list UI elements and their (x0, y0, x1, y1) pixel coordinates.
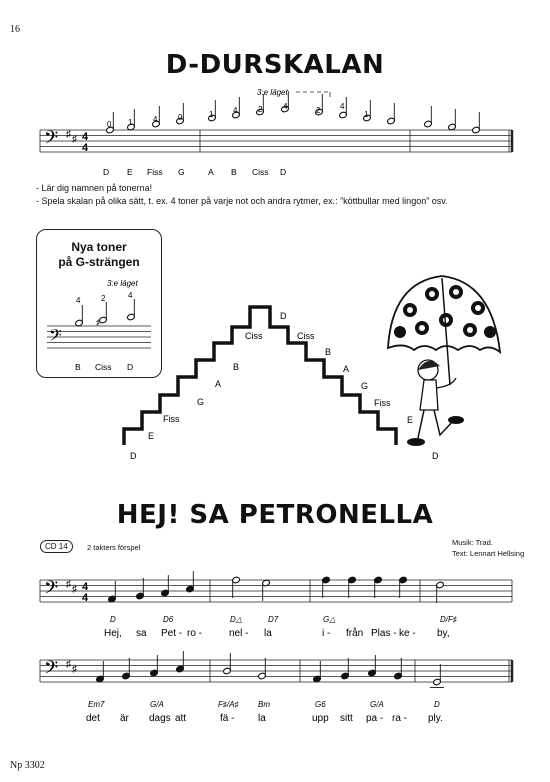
chord-symbol: G6 (315, 700, 326, 709)
note-name: B (75, 362, 81, 372)
fingering-number: 4 (340, 102, 345, 111)
note-name: Ciss (252, 167, 269, 177)
song-note (262, 579, 271, 601)
stair-label: B (325, 347, 332, 357)
song-note (176, 651, 185, 673)
staff-lines (40, 130, 512, 152)
box-position-marker: 3:e läget (107, 279, 138, 288)
stair-label: E (407, 415, 414, 425)
scale-staff (0, 85, 550, 185)
song-note (232, 576, 241, 598)
lyric-syllable: la (264, 628, 272, 639)
song-line2-chords (88, 700, 440, 709)
lyric-syllable: sitt (340, 713, 353, 724)
note-name: Fiss (147, 167, 163, 177)
note-name: D (103, 167, 110, 177)
song-title: HEJ! SA PETRONELLA (116, 500, 434, 530)
chord-symbol: D (434, 700, 440, 709)
song-note (223, 653, 232, 675)
note-name: D (280, 167, 287, 177)
fingering-number: 1 (209, 110, 214, 119)
sharp-icon: ♯ (66, 659, 71, 670)
fingering-number: 1 (128, 118, 133, 127)
scale-instructions (36, 182, 448, 208)
scale-note (472, 112, 481, 134)
chord-symbol: D6 (163, 615, 174, 624)
lyric-syllable: fä - (220, 713, 235, 724)
song-note (433, 664, 442, 686)
scale-note-names (103, 167, 286, 177)
song-note (322, 576, 331, 598)
sharp-icon: ♯ (72, 664, 77, 675)
bass-clef-icon: 𝄢 (44, 127, 59, 152)
lyric-syllable: Hej, (104, 628, 122, 639)
song-line1-chords (110, 615, 457, 624)
stair-label: A (215, 379, 222, 389)
song-staff-line2 (0, 645, 550, 730)
sharp-icon: ♯ (72, 584, 77, 595)
song-staff-line1 (0, 565, 550, 645)
lyric-syllable: la (258, 713, 266, 724)
lyric-syllable: ke - (399, 628, 416, 639)
lyric-syllable: nel - (229, 628, 249, 639)
song-note (122, 658, 131, 680)
lyric-syllable: är (120, 713, 129, 724)
note-name: A (208, 167, 214, 177)
chord-symbol: G△ (323, 615, 336, 624)
chord-symbol: D7 (268, 615, 279, 624)
fingering-number: 0 (178, 113, 183, 122)
instruction-line: - Lär dig namnen på tonerna! (36, 183, 153, 193)
chord-symbol: Bm (258, 700, 270, 709)
stair-label: G (197, 397, 205, 407)
time-sig-bottom: 4 (82, 592, 89, 604)
bass-clef-icon: 𝄢 (44, 657, 59, 682)
song-note (258, 658, 267, 680)
fingering-number: 4 (233, 106, 238, 115)
lyric-syllable: upp (312, 713, 329, 724)
intro-text: 2 takters förspel (87, 543, 141, 552)
box-title-line1: Nya toner (71, 240, 127, 254)
note-name: E (127, 167, 133, 177)
song-note (186, 571, 195, 593)
song-line1-notes (108, 571, 445, 603)
stair-label: D (130, 451, 137, 461)
credit-music: Musik: Trad. (452, 538, 493, 547)
page-number-top: 16 (10, 24, 20, 35)
lyric-syllable: Plas - (371, 628, 397, 639)
cd-track-badge: CD 14 (40, 540, 73, 553)
song-note (374, 576, 383, 598)
fingering-number: 1 (364, 110, 369, 119)
bass-clef-icon: 𝄢 (44, 577, 59, 602)
song-note (313, 661, 322, 683)
stair-label: Ciss (297, 331, 315, 341)
position-marker (257, 88, 330, 97)
lyric-syllable: dags (149, 713, 171, 724)
chord-symbol: G/A (370, 700, 384, 709)
lyric-syllable: by, (437, 628, 450, 639)
song-note (399, 576, 408, 598)
stair-label: Fiss (374, 398, 391, 408)
song-note (108, 581, 117, 603)
credit-text: Text: Lennart Hellsing (452, 549, 525, 558)
sharp-icon: ♯ (66, 129, 71, 140)
lyric-syllable: sa (136, 628, 147, 639)
position-marker-text: 3:e läget (257, 88, 288, 97)
fingering-number: 2 (101, 294, 106, 303)
chord-symbol: D/F♯ (440, 615, 457, 624)
lyric-syllable: ra - (392, 713, 407, 724)
song-line2-lyrics (86, 713, 443, 724)
scale-note (387, 103, 396, 125)
fingering-number: 4 (76, 296, 81, 305)
stair-label: Ciss (245, 331, 263, 341)
fingering-number: 2 (258, 105, 263, 114)
chord-symbol: D (110, 615, 116, 624)
fingering-number: 0 (107, 120, 112, 129)
stair-label: D (280, 311, 287, 321)
bass-clef-icon: 𝄢 (49, 327, 62, 349)
instruction-line: - Spela skalan på olika sätt, t. ex. 4 toner på varje not och andra rytmer, ex.: ”köttbullar med lingon” osv. (36, 196, 448, 206)
song-line1-lyrics (104, 627, 450, 639)
fingering-number: 4 (128, 291, 133, 300)
lyric-syllable: att (175, 713, 187, 724)
fingering-number: 2 (316, 106, 321, 115)
time-sig-top: 4 (82, 131, 89, 143)
song-note (341, 658, 350, 680)
stair-label: D (432, 451, 439, 461)
lyric-syllable: ply. (428, 713, 443, 724)
fingering-number: 4 (153, 115, 158, 124)
stair-label: A (343, 364, 350, 374)
chord-symbol: F♯/A♯ (218, 700, 239, 709)
stair-label: Fiss (163, 414, 180, 424)
stair-label: E (148, 431, 155, 441)
scale-note (424, 106, 433, 128)
staircase-outline (124, 307, 396, 445)
song-note (394, 658, 403, 680)
stair-label: B (233, 362, 240, 372)
page-number-bottom: Np 3302 (10, 760, 45, 771)
scale-note (448, 109, 457, 131)
umbrella-girl-illustration (380, 270, 510, 460)
note-name: Ciss (95, 362, 112, 372)
scale-notes (106, 91, 481, 134)
time-sig-bottom: 4 (82, 142, 89, 154)
box-title-line2: på G-strängen (58, 255, 140, 269)
note-name: G (178, 167, 185, 177)
lyric-syllable: från (346, 628, 364, 639)
stair-label: G (361, 381, 369, 391)
time-sig-top: 4 (82, 581, 89, 593)
note-name: D (127, 362, 134, 372)
song-note (348, 576, 357, 598)
note-name: B (231, 167, 237, 177)
song-note (436, 581, 445, 603)
sharp-icon: ♯ (66, 579, 71, 590)
fingering-number: 4 (283, 102, 288, 111)
box-note (75, 305, 84, 327)
scale-title: D-DURSKALAN (165, 50, 385, 80)
staircase (110, 295, 439, 470)
lyric-syllable: det (86, 713, 100, 724)
lyric-syllable: ro - (187, 628, 202, 639)
lyric-syllable: Pet - (161, 628, 183, 639)
song-note (96, 661, 105, 683)
sharp-icon: ♯ (72, 134, 77, 145)
sharp-icon: ♯ (96, 318, 100, 327)
chord-symbol: D△ (230, 615, 242, 624)
song-note (136, 578, 145, 600)
chord-symbol: G/A (150, 700, 164, 709)
lyric-syllable: pa - (366, 713, 384, 724)
chord-symbol: Em7 (88, 700, 105, 709)
lyric-syllable: i - (322, 628, 331, 639)
